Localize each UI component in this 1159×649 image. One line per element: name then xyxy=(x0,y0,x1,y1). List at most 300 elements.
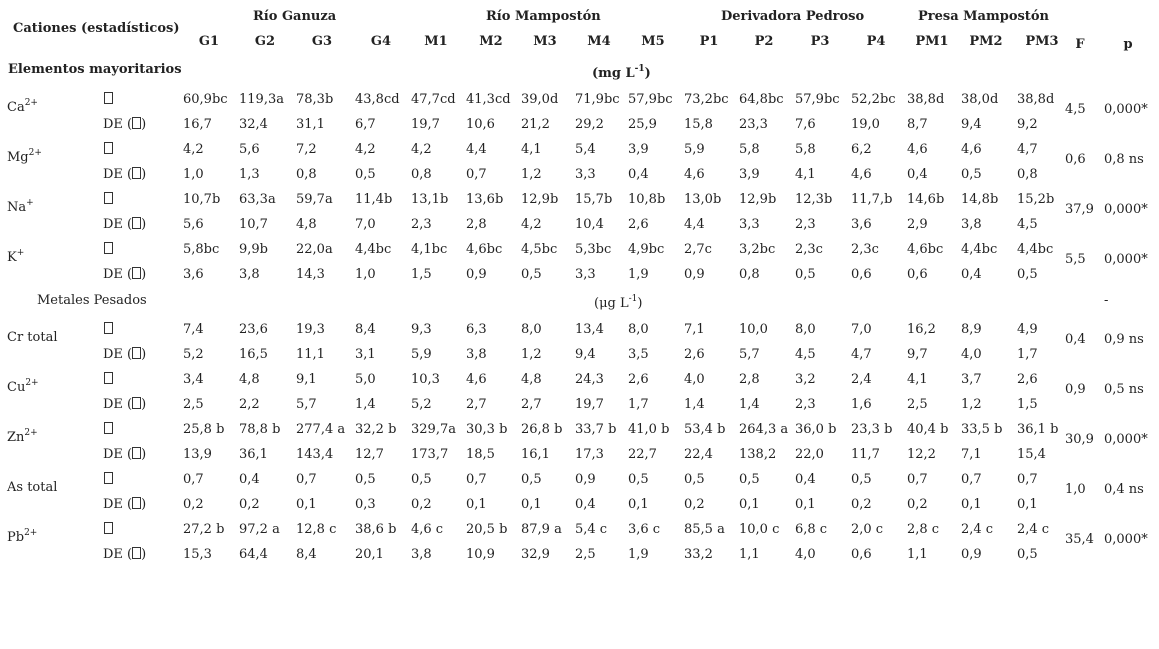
mean-cell: 38,0d xyxy=(961,92,999,107)
mean-cell: 71,9bc xyxy=(575,92,620,107)
sd-cell: 31,1 xyxy=(296,117,325,132)
mean-cell: 4,4bc xyxy=(355,242,392,257)
sd-cell: 2,2 xyxy=(239,397,260,412)
mean-cell: 87,9 a xyxy=(521,522,562,537)
mean-cell: 8,0 xyxy=(628,322,649,337)
sd-cell: 2,7 xyxy=(466,397,487,412)
sd-cell: 1,2 xyxy=(521,347,542,362)
sd-cell: 0,2 xyxy=(684,497,705,512)
sd-cell: 0,4 xyxy=(628,167,649,182)
sd-cell: 2,7 xyxy=(521,397,542,412)
mean-cell: 4,2 xyxy=(411,142,432,157)
section-label-metales-pesados: Metales Pesados xyxy=(37,293,147,308)
sd-label: DE ( ) xyxy=(103,547,147,562)
sd-cell: 5,2 xyxy=(183,347,204,362)
mean-symbol-icon xyxy=(104,372,113,388)
sd-cell: 3,3 xyxy=(575,267,596,282)
sd-cell: 0,8 xyxy=(739,267,760,282)
sd-cell: 16,7 xyxy=(183,117,212,132)
sd-cell: 15,3 xyxy=(183,547,212,562)
section-unit-mg: (mg $L^{-1}$) xyxy=(592,64,651,81)
mean-cell: 4,4bc xyxy=(961,242,998,257)
sd-cell: 16,1 xyxy=(521,447,550,462)
sd-label: DE ( ) xyxy=(103,267,147,282)
sd-cell: 21,2 xyxy=(521,117,550,132)
sd-cell: 0,2 xyxy=(907,497,928,512)
sd-cell: 0,1 xyxy=(795,497,816,512)
cation-label: $Pb^{2+}$ xyxy=(7,528,38,545)
mean-cell: 41,3cd xyxy=(466,92,511,107)
sd-cell: 0,1 xyxy=(628,497,649,512)
sd-cell: 1,7 xyxy=(1017,347,1038,362)
sd-cell: 0,1 xyxy=(961,497,982,512)
mean-cell: 5,6 xyxy=(239,142,260,157)
sd-cell: 3,8 xyxy=(961,217,982,232)
mean-cell: 2,3c xyxy=(795,242,823,257)
column-header-p1: P1 xyxy=(699,34,719,49)
mean-cell: 5,8bc xyxy=(183,242,220,257)
mean-cell: 0,7 xyxy=(466,472,487,487)
mean-symbol-icon xyxy=(104,422,113,438)
column-header-g2: G2 xyxy=(254,34,276,49)
sd-cell: 0,1 xyxy=(739,497,760,512)
sd-cell: 1,3 xyxy=(239,167,260,182)
sd-cell: 16,5 xyxy=(239,347,268,362)
mean-cell: 64,8bc xyxy=(739,92,784,107)
sd-cell: 2,6 xyxy=(684,347,705,362)
mean-cell: 6,2 xyxy=(851,142,872,157)
column-header-m5: M5 xyxy=(641,34,665,49)
mean-cell: 11,7,b xyxy=(851,192,893,207)
sd-cell: 0,2 xyxy=(183,497,204,512)
section-unit-ug: (μg $L^{-1}$) xyxy=(594,294,643,311)
sd-cell: 20,1 xyxy=(355,547,384,562)
sd-label: DE ( ) xyxy=(103,447,147,462)
mean-cell: 16,2 xyxy=(907,322,936,337)
group-header-presa-mamposton: Presa Mampostón xyxy=(918,9,1049,24)
cation-label: K+ xyxy=(7,248,25,265)
mean-cell: 22,0a xyxy=(296,242,333,257)
sd-cell: 0,5 xyxy=(521,267,542,282)
sd-cell: 10,6 xyxy=(466,117,495,132)
mean-cell: 8,0 xyxy=(521,322,542,337)
mean-cell: 78,3b xyxy=(296,92,334,107)
sd-cell: 22,4 xyxy=(684,447,713,462)
mean-cell: 0,5 xyxy=(628,472,649,487)
mean-cell: 13,1b xyxy=(411,192,449,207)
sd-cell: 22,0 xyxy=(795,447,824,462)
mean-cell: 13,4 xyxy=(575,322,604,337)
mean-cell: 12,8 c xyxy=(296,522,337,537)
mean-cell: 0,5 xyxy=(851,472,872,487)
sd-cell: 19,7 xyxy=(575,397,604,412)
mean-cell: 4,6 c xyxy=(411,522,444,537)
section-p-dash: - xyxy=(1104,293,1109,308)
mean-cell: 36,0 b xyxy=(795,422,837,437)
mean-cell: 14,6b xyxy=(907,192,945,207)
f-value: 4,5 xyxy=(1065,102,1086,117)
mean-cell: 10,8b xyxy=(628,192,666,207)
mean-cell: 53,4 b xyxy=(684,422,726,437)
sd-cell: 11,1 xyxy=(296,347,325,362)
sd-cell: 3,6 xyxy=(851,217,872,232)
cation-label: As total xyxy=(7,480,58,495)
group-header-rio-ganuza: Río Ganuza xyxy=(253,9,337,24)
mean-cell: 6,3 xyxy=(466,322,487,337)
mean-cell: 38,8d xyxy=(1017,92,1055,107)
f-value: 0,6 xyxy=(1065,152,1086,167)
mean-cell: 7,0 xyxy=(851,322,872,337)
mean-cell: 24,3 xyxy=(575,372,604,387)
mean-cell: 57,9bc xyxy=(628,92,673,107)
cationes-header: Cationes (estadísticos) xyxy=(13,21,180,36)
sd-cell: 19,0 xyxy=(851,117,880,132)
sd-cell: 0,1 xyxy=(466,497,487,512)
sd-cell: 0,1 xyxy=(1017,497,1038,512)
cation-label: $Zn^{2+}$ xyxy=(7,428,38,445)
sd-cell: 8,7 xyxy=(907,117,928,132)
sd-cell: 3,6 xyxy=(183,267,204,282)
mean-cell: 0,7 xyxy=(1017,472,1038,487)
cation-label: $Ca^{2+}$ xyxy=(7,98,38,115)
mean-cell: 8,0 xyxy=(795,322,816,337)
mean-cell: 11,4b xyxy=(355,192,393,207)
sd-cell: 1,5 xyxy=(411,267,432,282)
mean-symbol-icon xyxy=(104,472,113,488)
mean-cell: 39,0d xyxy=(521,92,559,107)
column-header-p4: P4 xyxy=(866,34,886,49)
mean-cell: 119,3a xyxy=(239,92,284,107)
mean-cell: 10,3 xyxy=(411,372,440,387)
mean-cell: 20,5 b xyxy=(466,522,508,537)
mean-cell: 4,7 xyxy=(1017,142,1038,157)
mean-cell: 0,5 xyxy=(739,472,760,487)
mean-cell: 0,7 xyxy=(961,472,982,487)
mean-cell: 6,8 c xyxy=(795,522,828,537)
mean-cell: 73,2bc xyxy=(684,92,729,107)
sd-cell: 0,5 xyxy=(355,167,376,182)
mean-cell: 43,8cd xyxy=(355,92,400,107)
sd-cell: 9,2 xyxy=(1017,117,1038,132)
sd-cell: 0,5 xyxy=(1017,267,1038,282)
mean-cell: 3,7 xyxy=(961,372,982,387)
sd-cell: 25,9 xyxy=(628,117,657,132)
sd-cell: 10,7 xyxy=(239,217,268,232)
f-value: 1,0 xyxy=(1065,482,1086,497)
p-value: 0,4 ns xyxy=(1104,482,1144,497)
mean-cell: 15,7b xyxy=(575,192,613,207)
sd-cell: 32,9 xyxy=(521,547,550,562)
column-header-pm2: PM2 xyxy=(969,34,1003,49)
mean-cell: 52,2bc xyxy=(851,92,896,107)
mean-cell: 0,5 xyxy=(355,472,376,487)
sd-cell: 12,2 xyxy=(907,447,936,462)
cation-label: Na+ xyxy=(7,198,34,215)
mean-cell: 5,8 xyxy=(795,142,816,157)
mean-cell: 5,4 c xyxy=(575,522,608,537)
sd-cell: 0,8 xyxy=(1017,167,1038,182)
mean-cell: 0,4 xyxy=(239,472,260,487)
mean-cell: 36,1 b xyxy=(1017,422,1059,437)
sd-cell: 0,5 xyxy=(1017,547,1038,562)
mean-cell: 7,2 xyxy=(296,142,317,157)
sd-cell: 4,6 xyxy=(684,167,705,182)
mean-cell: 0,5 xyxy=(411,472,432,487)
column-header-pm3: PM3 xyxy=(1025,34,1059,49)
sd-cell: 1,4 xyxy=(684,397,705,412)
mean-cell: 33,7 b xyxy=(575,422,617,437)
sd-cell: 22,7 xyxy=(628,447,657,462)
sd-cell: 12,7 xyxy=(355,447,384,462)
sd-cell: 23,3 xyxy=(739,117,768,132)
sd-label: DE ( ) xyxy=(103,217,147,232)
mean-cell: 264,3 a xyxy=(739,422,789,437)
mean-cell: 25,8 b xyxy=(183,422,225,437)
sd-cell: 2,6 xyxy=(628,217,649,232)
mean-cell: 7,4 xyxy=(183,322,204,337)
mean-cell: 2,0 c xyxy=(851,522,884,537)
sd-cell: 7,6 xyxy=(795,117,816,132)
mean-cell: 2,8 c xyxy=(907,522,940,537)
mean-cell: 41,0 b xyxy=(628,422,670,437)
sd-cell: 0,9 xyxy=(684,267,705,282)
group-header-rio-mamposton: Río Mampostón xyxy=(486,9,601,24)
column-header-g3: G3 xyxy=(311,34,333,49)
sd-cell: 1,1 xyxy=(739,547,760,562)
cation-label: $Cu^{2+}$ xyxy=(7,378,39,395)
sd-cell: 2,3 xyxy=(795,217,816,232)
sd-cell: 9,4 xyxy=(961,117,982,132)
mean-cell: 5,0 xyxy=(355,372,376,387)
sd-cell: 3,3 xyxy=(575,167,596,182)
f-header: F xyxy=(1075,37,1085,52)
column-header-p3: P3 xyxy=(810,34,830,49)
p-value: 0,000* xyxy=(1104,432,1148,447)
sd-cell: 4,0 xyxy=(795,547,816,562)
sd-cell: 15,4 xyxy=(1017,447,1046,462)
sd-cell: 2,5 xyxy=(183,397,204,412)
sd-label: DE ( ) xyxy=(103,397,147,412)
mean-cell: 4,6bc xyxy=(907,242,944,257)
mean-cell: 12,9b xyxy=(521,192,559,207)
column-header-g1: G1 xyxy=(198,34,220,49)
mean-cell: 5,9 xyxy=(684,142,705,157)
sd-cell: 1,2 xyxy=(521,167,542,182)
mean-cell: 2,7c xyxy=(684,242,712,257)
sd-cell: 2,5 xyxy=(907,397,928,412)
mean-cell: 0,9 xyxy=(575,472,596,487)
mean-cell: 2,4 c xyxy=(961,522,994,537)
sd-cell: 18,5 xyxy=(466,447,495,462)
mean-cell: 4,6 xyxy=(466,372,487,387)
sd-cell: 0,4 xyxy=(961,267,982,282)
mean-cell: 3,9 xyxy=(628,142,649,157)
mean-cell: 2,3c xyxy=(851,242,879,257)
mean-cell: 4,9bc xyxy=(628,242,665,257)
sd-cell: 3,3 xyxy=(739,217,760,232)
mean-cell: 3,6 c xyxy=(628,522,661,537)
mean-symbol-icon xyxy=(104,142,113,158)
sd-cell: 7,1 xyxy=(961,447,982,462)
sd-label: DE ( ) xyxy=(103,347,147,362)
p-value: 0,000* xyxy=(1104,532,1148,547)
sd-cell: 19,7 xyxy=(411,117,440,132)
p-value: 0,5 ns xyxy=(1104,382,1144,397)
mean-cell: 4,6bc xyxy=(466,242,503,257)
sd-cell: 1,4 xyxy=(739,397,760,412)
sd-cell: 2,3 xyxy=(411,217,432,232)
mean-cell: 0,7 xyxy=(907,472,928,487)
mean-cell: 4,1bc xyxy=(411,242,448,257)
sd-cell: 6,7 xyxy=(355,117,376,132)
mean-cell: 38,8d xyxy=(907,92,945,107)
mean-symbol-icon xyxy=(104,242,113,258)
mean-cell: 5,8 xyxy=(739,142,760,157)
sd-cell: 0,6 xyxy=(851,267,872,282)
column-header-m3: M3 xyxy=(533,34,557,49)
sd-cell: 7,0 xyxy=(355,217,376,232)
sd-cell: 33,2 xyxy=(684,547,713,562)
mean-cell: 4,6 xyxy=(961,142,982,157)
mean-cell: 15,2b xyxy=(1017,192,1055,207)
p-value: 0,9 ns xyxy=(1104,332,1144,347)
sd-cell: 10,9 xyxy=(466,547,495,562)
mean-cell: 26,8 b xyxy=(521,422,563,437)
column-header-m4: M4 xyxy=(587,34,611,49)
f-value: 5,5 xyxy=(1065,252,1086,267)
sd-cell: 2,8 xyxy=(466,217,487,232)
sd-cell: 1,9 xyxy=(628,547,649,562)
p-header: p xyxy=(1123,37,1133,52)
sd-cell: 15,8 xyxy=(684,117,713,132)
mean-symbol-icon xyxy=(104,322,113,338)
column-header-g4: G4 xyxy=(370,34,392,49)
mean-cell: 3,2 xyxy=(795,372,816,387)
mean-cell: 59,7a xyxy=(296,192,333,207)
mean-cell: 57,9bc xyxy=(795,92,840,107)
mean-cell: 8,9 xyxy=(961,322,982,337)
sd-cell: 0,5 xyxy=(795,267,816,282)
column-header-m2: M2 xyxy=(479,34,503,49)
mean-cell: 2,4 c xyxy=(1017,522,1050,537)
sd-cell: 0,2 xyxy=(411,497,432,512)
mean-cell: 23,3 b xyxy=(851,422,893,437)
sd-cell: 32,4 xyxy=(239,117,268,132)
mean-cell: 2,8 xyxy=(739,372,760,387)
sd-cell: 5,7 xyxy=(739,347,760,362)
sd-cell: 5,2 xyxy=(411,397,432,412)
mean-cell: 33,5 b xyxy=(961,422,1003,437)
sd-cell: 0,1 xyxy=(521,497,542,512)
sd-cell: 0,6 xyxy=(851,547,872,562)
sd-cell: 4,8 xyxy=(296,217,317,232)
sd-cell: 0,4 xyxy=(907,167,928,182)
cation-label: Cr total xyxy=(7,330,58,345)
sd-cell: 0,8 xyxy=(296,167,317,182)
sd-cell: 1,5 xyxy=(1017,397,1038,412)
sd-cell: 8,4 xyxy=(296,547,317,562)
sd-cell: 2,3 xyxy=(795,397,816,412)
mean-cell: 277,4 a xyxy=(296,422,346,437)
sd-cell: 3,8 xyxy=(411,547,432,562)
sd-cell: 4,5 xyxy=(1017,217,1038,232)
mean-cell: 2,6 xyxy=(1017,372,1038,387)
column-header-pm1: PM1 xyxy=(915,34,949,49)
sd-cell: 1,2 xyxy=(961,397,982,412)
mean-cell: 12,3b xyxy=(795,192,833,207)
sd-label: DE ( ) xyxy=(103,497,147,512)
sd-cell: 9,4 xyxy=(575,347,596,362)
column-header-p2: P2 xyxy=(754,34,774,49)
sd-cell: 1,1 xyxy=(907,547,928,562)
mean-cell: 3,2bc xyxy=(739,242,776,257)
mean-cell: 329,7a xyxy=(411,422,456,437)
sd-cell: 0,5 xyxy=(961,167,982,182)
sd-cell: 3,8 xyxy=(239,267,260,282)
sd-cell: 4,1 xyxy=(795,167,816,182)
p-value: 0,8 ns xyxy=(1104,152,1144,167)
sd-cell: 0,1 xyxy=(296,497,317,512)
sd-cell: 36,1 xyxy=(239,447,268,462)
sd-cell: 1,0 xyxy=(183,167,204,182)
mean-symbol-icon xyxy=(104,522,113,538)
sd-cell: 4,7 xyxy=(851,347,872,362)
mean-cell: 14,8b xyxy=(961,192,999,207)
mean-cell: 4,2 xyxy=(183,142,204,157)
sd-cell: 3,1 xyxy=(355,347,376,362)
sd-cell: 4,2 xyxy=(521,217,542,232)
f-value: 35,4 xyxy=(1065,532,1094,547)
mean-cell: 2,4 xyxy=(851,372,872,387)
sd-cell: 9,7 xyxy=(907,347,928,362)
mean-cell: 4,8 xyxy=(239,372,260,387)
sd-cell: 13,9 xyxy=(183,447,212,462)
sd-cell: 0,4 xyxy=(575,497,596,512)
sd-cell: 5,7 xyxy=(296,397,317,412)
mean-cell: 4,9 xyxy=(1017,322,1038,337)
mean-cell: 85,5 a xyxy=(684,522,725,537)
mean-cell: 4,4bc xyxy=(1017,242,1054,257)
mean-symbol-icon xyxy=(104,92,113,108)
sd-cell: 2,9 xyxy=(907,217,928,232)
sd-cell: 64,4 xyxy=(239,547,268,562)
mean-cell: 32,2 b xyxy=(355,422,397,437)
p-value: 0,000* xyxy=(1104,252,1148,267)
sd-label: DE ( ) xyxy=(103,117,147,132)
mean-cell: 4,1 xyxy=(521,142,542,157)
mean-cell: 4,0 xyxy=(684,372,705,387)
sd-cell: 4,6 xyxy=(851,167,872,182)
mean-cell: 10,0 xyxy=(739,322,768,337)
mean-cell: 0,4 xyxy=(795,472,816,487)
mean-cell: 19,3 xyxy=(296,322,325,337)
sd-cell: 0,7 xyxy=(466,167,487,182)
sd-cell: 0,8 xyxy=(411,167,432,182)
mean-cell: 3,4 xyxy=(183,372,204,387)
mean-cell: 97,2 a xyxy=(239,522,280,537)
sd-cell: 5,9 xyxy=(411,347,432,362)
mean-cell: 0,5 xyxy=(684,472,705,487)
mean-cell: 7,1 xyxy=(684,322,705,337)
mean-cell: 0,5 xyxy=(521,472,542,487)
sd-cell: 1,0 xyxy=(355,267,376,282)
mean-cell: 60,9bc xyxy=(183,92,228,107)
sd-cell: 14,3 xyxy=(296,267,325,282)
f-value: 0,9 xyxy=(1065,382,1086,397)
sd-cell: 3,9 xyxy=(739,167,760,182)
sd-cell: 0,3 xyxy=(355,497,376,512)
sd-cell: 0,2 xyxy=(239,497,260,512)
